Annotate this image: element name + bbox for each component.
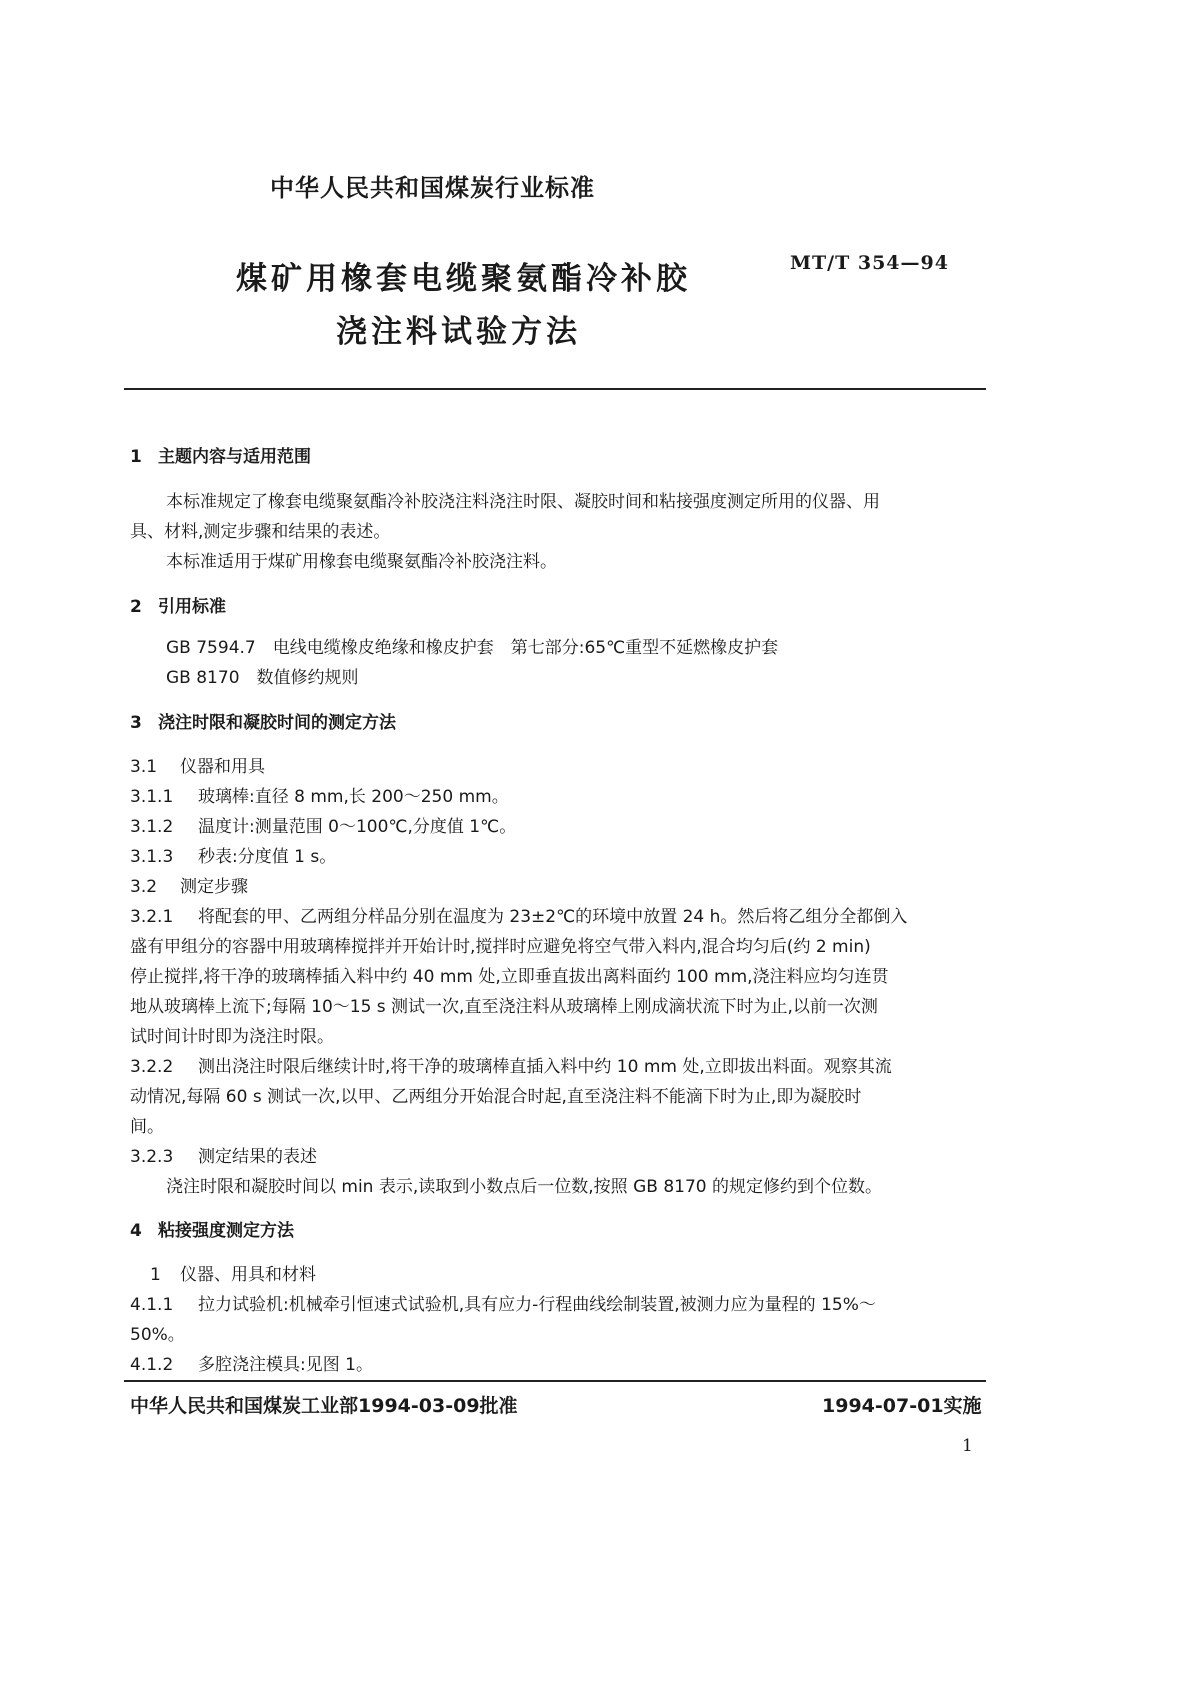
clause-3-2-1 [130,902,907,927]
clause-text: 拉力试验机:机械牵引恒速式试验机,具有应力-行程曲线绘制装置,被测力应为量程的 15%～ [198,1295,876,1315]
paragraph-line: 50%。 [130,1325,185,1345]
clause-number: 4.1.1 [130,1295,174,1315]
clause-number: 3.1.3 [130,847,174,867]
clause-number: 3.2 [130,877,158,897]
section-2-heading [130,592,226,617]
section-number: 2 [130,597,142,617]
clause-3-1 [130,752,265,777]
clause-text: 秒表:分度值 1 s。 [198,847,337,867]
clause-text: 测出浇注时限后继续计时,将干净的玻璃棒直插入料中约 10 mm 处,立即拔出料面。观察其流 [198,1057,892,1077]
approval-statement: 中华人民共和国煤炭工业部1994-03-09批准 [130,1395,518,1417]
paragraph-line: 间。 [130,1117,164,1137]
section-number: 3 [130,713,142,733]
clause-number: 3.2.1 [130,907,174,927]
document-title-line-1: 煤矿用橡套电缆聚氨酯冷补胶 [236,261,691,297]
clause-4-1-1 [130,1290,876,1315]
section-title: 引用标准 [158,597,226,617]
header-rule [124,388,986,390]
section-title: 粘接强度测定方法 [158,1221,294,1241]
paragraph-line: 停止搅拌,将干净的玻璃棒插入料中约 40 mm 处,立即垂直拔出离料面约 100 mm,浇注料应均匀连贯 [130,967,889,987]
paragraph-line: 动情况,每隔 60 s 测试一次,以甲、乙两组分开始混合时起,直至浇注料不能滴下时为止,即为凝胶时 [130,1087,862,1107]
clause-3-2-3 [130,1142,317,1167]
clause-number: 3.1.2 [130,817,174,837]
paragraph-line: 浇注时限和凝胶时间以 min 表示,读取到小数点后一位数,按照 GB 8170 的规定修约到个位数。 [166,1177,882,1197]
reference-entry: GB 7594.7 电线电缆橡皮绝缘和橡皮护套 第七部分:65℃重型不延燃橡皮护套 [166,638,779,658]
clause-number: 3.2.3 [130,1147,174,1167]
clause-4-1-2 [130,1350,373,1375]
clause-number: 4.1.2 [130,1355,174,1375]
clause-number: 1 [150,1265,161,1285]
section-title: 主题内容与适用范围 [158,447,311,467]
paragraph-line: 地从玻璃棒上流下;每隔 10～15 s 测试一次,直至浇注料从玻璃棒上刚成滴状流下时为止,以前一次测 [130,997,878,1017]
clause-text: 多腔浇注模具:见图 1。 [198,1355,373,1375]
section-3-heading [130,708,396,733]
paragraph-line: 本标准适用于煤矿用橡套电缆聚氨酯冷补胶浇注料。 [166,552,557,572]
clause-4-1 [150,1260,316,1285]
clause-3-2-2 [130,1052,892,1077]
paragraph-line: 盛有甲组分的容器中用玻璃棒搅拌并开始计时,搅拌时应避免将空气带入料内,混合均匀后(约 2 min) [130,937,871,957]
clause-3-1-1 [130,782,509,807]
document-title-line-2: 浇注料试验方法 [336,314,581,350]
clause-text: 测定步骤 [180,877,248,897]
clause-text: 将配套的甲、乙两组分样品分别在温度为 23±2℃的环境中放置 24 h。然后将乙组分全都倒入 [198,907,908,927]
paragraph-line: 试时间计时即为浇注时限。 [130,1027,334,1047]
clause-3-1-2 [130,812,516,837]
paragraph-line: 具、材料,测定步骤和结果的表述。 [130,522,391,542]
footer-rule [124,1380,986,1382]
issuing-body: 中华人民共和国煤炭行业标准 [270,174,595,202]
clause-text: 玻璃棒:直径 8 mm,长 200～250 mm。 [198,787,509,807]
section-title: 浇注时限和凝胶时间的测定方法 [158,713,396,733]
clause-3-2 [130,872,248,897]
implementation-date: 1994-07-01实施 [822,1395,982,1417]
clause-number: 3.2.2 [130,1057,174,1077]
reference-entry: GB 8170 数值修约规则 [166,668,359,688]
clause-number: 3.1 [130,757,158,777]
clause-text: 测定结果的表述 [198,1147,317,1167]
page-number: 1 [962,1436,973,1456]
section-1-heading [130,442,311,467]
section-number: 4 [130,1221,142,1241]
paragraph-line: 本标准规定了橡套电缆聚氨酯冷补胶浇注料浇注时限、凝胶时间和粘接强度测定所用的仪器、用 [166,492,880,512]
clause-text: 仪器、用具和材料 [180,1265,316,1285]
section-4-heading [130,1216,294,1241]
section-number: 1 [130,447,142,467]
standard-code: MT/T 354—94 [790,252,949,274]
clause-number: 3.1.1 [130,787,174,807]
clause-text: 仪器和用具 [180,757,265,777]
clause-3-1-3 [130,842,336,867]
clause-text: 温度计:测量范围 0～100℃,分度值 1℃。 [198,817,517,837]
